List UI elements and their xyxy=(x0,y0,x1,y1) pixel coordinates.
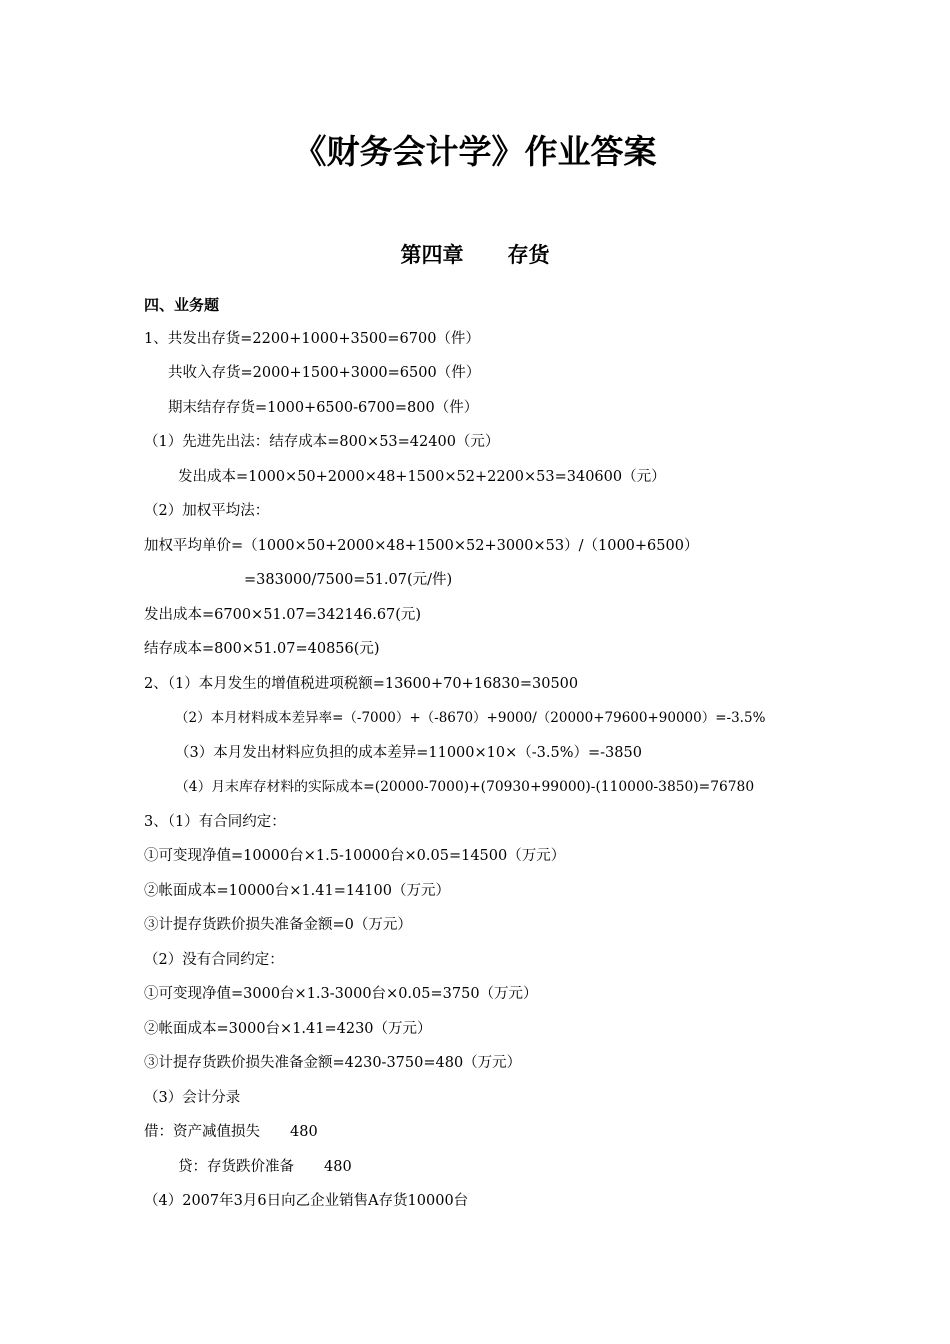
answer-line: 发出成本=1000×50+2000×48+1500×52+2200×53=340600（元） xyxy=(178,469,666,485)
chapter-heading xyxy=(0,240,950,270)
answer-line: =383000/7500=51.07(元/件) xyxy=(244,572,453,588)
answer-line: ②帐面成本=3000台×1.41=4230（万元） xyxy=(144,1021,432,1037)
journal-debit-line xyxy=(144,1121,318,1143)
answer-line: 1、共发出存货=2200+1000+3500=6700（件） xyxy=(144,331,480,347)
journal-debit-label: 借：资产减值损失 xyxy=(144,1124,260,1140)
chapter-number: 第四章 xyxy=(400,243,464,267)
answer-line: （2）加权平均法： xyxy=(144,503,270,519)
answer-line: （4）2007年3月6日向乙企业销售A存货10000台 xyxy=(144,1193,469,1209)
answer-line: 加权平均单价=（1000×50+2000×48+1500×52+3000×53）/（1000+6500） xyxy=(144,538,699,554)
answer-line: 期末结存存货=1000+6500-6700=800（件） xyxy=(168,400,479,416)
answer-line: 2、（1）本月发生的增值税进项税额=13600+70+16830=30500 xyxy=(144,676,579,692)
chapter-name: 存货 xyxy=(507,243,550,267)
answer-line: （2）本月材料成本差异率=（-7000）+（-8670）+9000/（20000+79600+90000）=-3.5% xyxy=(175,710,766,726)
document-title: 《财务会计学》作业答案 xyxy=(293,132,657,171)
answer-line: （3）会计分录 xyxy=(144,1090,241,1106)
journal-credit-label: 贷：存货跌价准备 xyxy=(178,1159,294,1175)
answer-line: ②帐面成本=10000台×1.41=14100（万元） xyxy=(144,883,450,899)
journal-debit-amount: 480 xyxy=(290,1124,318,1140)
answer-line: （1）先进先出法：结存成本=800×53=42400（元） xyxy=(144,434,500,450)
answer-line: ③计提存货跌价损失准备金额=4230-3750=480（万元） xyxy=(144,1055,522,1071)
answer-line: 共收入存货=2000+1500+3000=6500（件） xyxy=(168,365,481,381)
answer-line: ③计提存货跌价损失准备金额=0（万元） xyxy=(144,917,412,933)
answer-line: ①可变现净值=10000台×1.5-10000台×0.05=14500（万元） xyxy=(144,848,566,864)
journal-credit-amount: 480 xyxy=(324,1159,352,1175)
answer-line: 发出成本=6700×51.07=342146.67(元) xyxy=(144,607,422,623)
answer-line: 结存成本=800×51.07=40856(元) xyxy=(144,641,380,657)
journal-credit-line xyxy=(178,1156,352,1178)
section-heading: 四、业务题 xyxy=(144,296,220,314)
answer-line: （3）本月发出材料应负担的成本差异=11000×10×（-3.5%）=-3850 xyxy=(175,745,642,761)
answer-line: ①可变现净值=3000台×1.3-3000台×0.05=3750（万元） xyxy=(144,986,538,1002)
answer-line: （2）没有合同约定： xyxy=(144,952,284,968)
answer-line: 3、（1）有合同约定： xyxy=(144,814,286,830)
answer-line: （4）月末库存材料的实际成本=(20000-7000)+(70930+99000)-(110000-3850)=76780 xyxy=(175,779,755,795)
